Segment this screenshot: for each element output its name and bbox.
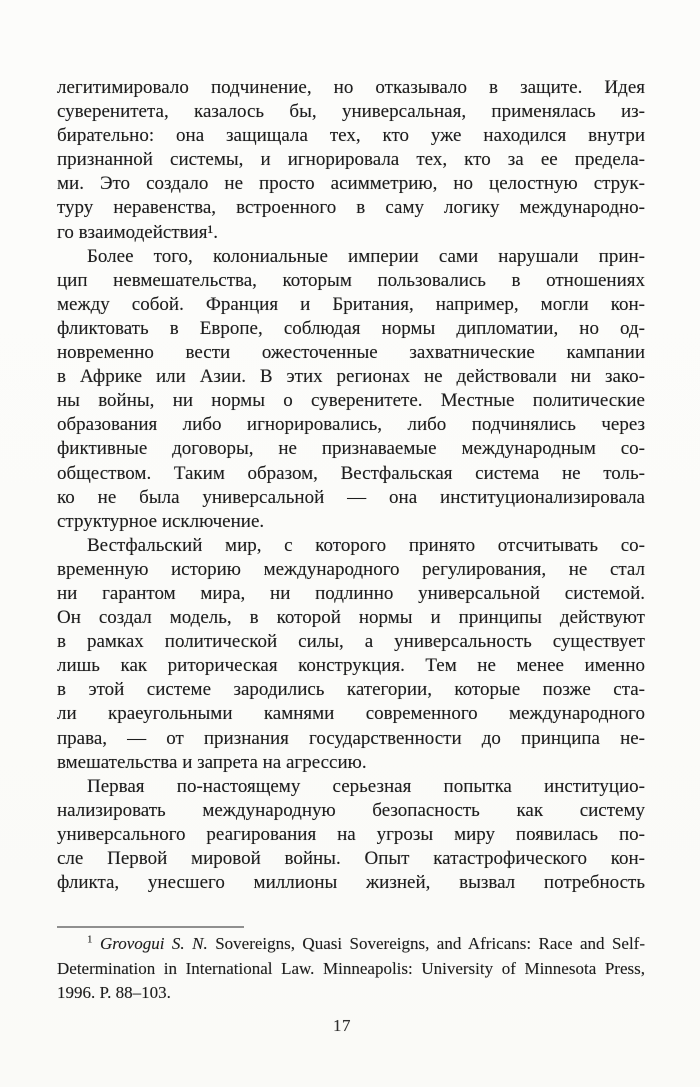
paragraph xyxy=(57,245,645,534)
text-line: ни гарантом мира, ни подлинно универсальной системой. xyxy=(57,582,645,604)
text-line: фиктивные договоры, не признаваемые международным со- xyxy=(57,438,645,460)
footnote-text: Sovereigns, Quasi Sovereigns, and Africans: Race and Self-Determination in International Law. Minneapolis: University of Minnesota Press, 1996. P. 88–103. xyxy=(57,934,646,1002)
paragraph xyxy=(57,534,645,775)
text-line: легитимировало подчинение, но отказывало в защите. Идея xyxy=(57,77,645,98)
text-line: между собой. Франция и Британия, например, могли кон- xyxy=(57,293,645,315)
text-line: суверенитета, казалось бы, универсальная, применялась из- xyxy=(57,101,645,123)
footnote xyxy=(57,932,645,1006)
text-line: вмешательства и запрета на агрессию. xyxy=(57,751,367,773)
text-line: Он создал модель, в которой нормы и принципы действуют xyxy=(57,607,645,629)
text-line: в Африке или Азии. В этих регионах не действовали ни зако- xyxy=(57,366,645,388)
text-line: сле Первой мировой войны. Опыт катастрофического кон- xyxy=(57,848,645,869)
text-line: признанной системы, и игнорировала тех, кто за ее предела- xyxy=(57,149,645,171)
text-line: структурное исключение. xyxy=(57,510,265,532)
footnote-separator xyxy=(57,926,244,928)
text-line: Более того, колониальные империи сами нарушали прин- xyxy=(87,245,645,267)
page-number: 17 xyxy=(333,1016,351,1035)
text-line: в рамках политической силы, а универсальность существует xyxy=(57,631,645,653)
text-line: цип невмешательства, которым пользовались в отношениях xyxy=(57,269,645,291)
text-line: ко не была универсальной — она институционализировала xyxy=(57,486,645,508)
text-line: туру неравенства, встроенного в саму логику международно- xyxy=(57,197,645,219)
text-line: образования либо игнорировались, либо подчинялись через xyxy=(57,414,645,436)
text-line: ли краеугольными камнями современного международного xyxy=(57,703,645,725)
text-line: Вестфальский мир, с которого принято отсчитывать со- xyxy=(87,534,645,556)
text-line: временную историю международного регулирования, не стал xyxy=(57,558,645,580)
text-line: фликта, унесшего миллионы жизней, вызвал потребность xyxy=(57,872,645,894)
text-line: бирательно: она защищала тех, кто уже находился внутри xyxy=(57,125,645,147)
paragraph xyxy=(57,76,645,245)
text-line: обществом. Таким образом, Вестфальская система не толь- xyxy=(57,462,645,484)
text-line: права, — от признания государственности до принципа не- xyxy=(57,727,645,749)
body-text xyxy=(57,76,645,895)
footnote-author: Grovogui S. N. xyxy=(99,934,208,953)
text-line: ми. Это создало не просто асимметрию, но целостную струк- xyxy=(57,173,645,195)
text-line: го взаимодействия¹. xyxy=(57,221,218,243)
text-line: новременно вести ожесточенные захватнические кампании xyxy=(57,342,645,364)
text-line: нализировать международную безопасность как систему xyxy=(57,799,645,821)
text-line: лишь как риторическая конструкция. Тем не менее именно xyxy=(57,655,645,677)
text-line: в этой системе зародились категории, которые позже ста- xyxy=(57,679,645,701)
text-line: ны войны, ни нормы о суверенитете. Местные политические xyxy=(57,390,645,412)
paragraph xyxy=(57,775,645,895)
text-line: фликтовать в Европе, соблюдая нормы дипломатии, но од- xyxy=(57,317,645,339)
text-line: Первая по-настоящему серьезная попытка институцио- xyxy=(87,775,645,797)
footnote-marker: 1 xyxy=(87,933,93,946)
text-line: универсального реагирования на угрозы миру появилась по- xyxy=(57,823,645,845)
